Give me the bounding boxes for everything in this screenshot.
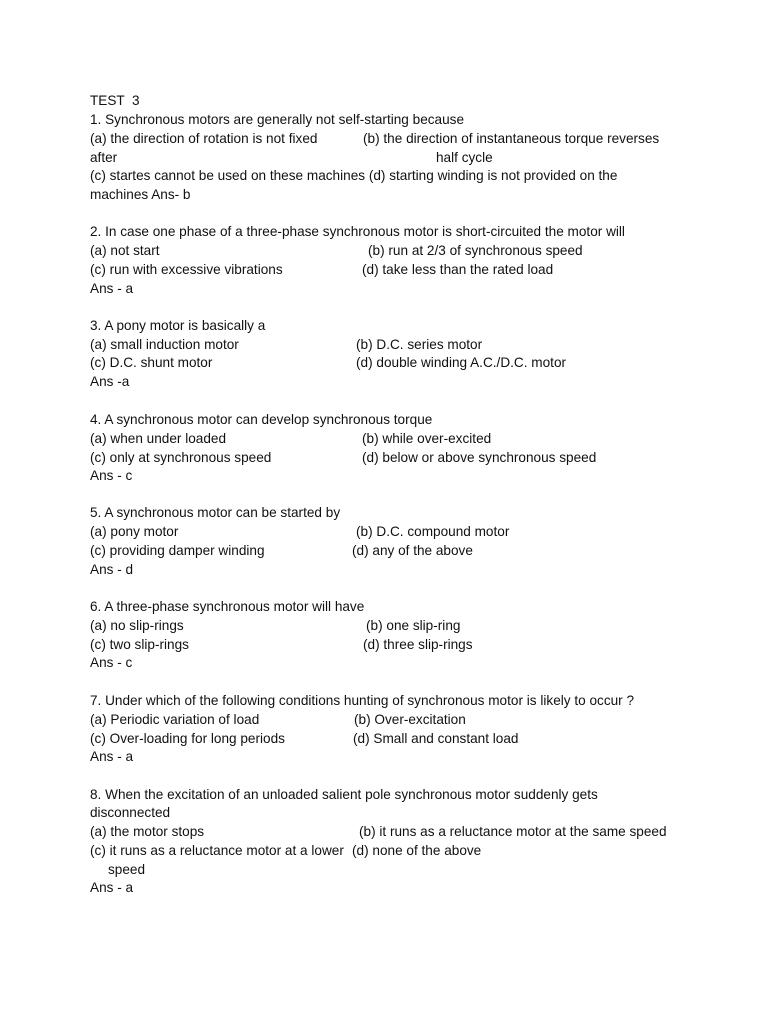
q8-question: 8. When the excitation of an unloaded salient pole synchronous motor suddenly gets: [90, 787, 598, 802]
q8-answer: Ans - a: [90, 880, 134, 895]
q7-option-b: (b) Over-excitation: [354, 712, 466, 727]
q4-option-a: (a) when under loaded: [90, 431, 227, 446]
q7-option-a: (a) Periodic variation of load: [90, 712, 260, 727]
q5-option-b: (b) D.C. compound motor: [356, 524, 510, 539]
q5-option-a: (a) pony motor: [90, 524, 179, 539]
q7-option-c: (c) Over-loading for long periods: [90, 731, 285, 746]
q2-option-a: (a) not start: [90, 243, 160, 258]
q7-answer: Ans - a: [90, 749, 134, 764]
q5-option-d: (d) any of the above: [352, 543, 473, 558]
q2-question: 2. In case one phase of a three-phase synchronous motor is short-circuited the motor will: [90, 224, 625, 239]
q3-answer: Ans -a: [90, 374, 130, 389]
q4-option-b: (b) while over-excited: [362, 431, 492, 446]
q1-option-a: (a) the direction of rotation is not fixed: [90, 131, 318, 146]
q7-question: 7. Under which of the following conditions hunting of synchronous motor is likely to occur ?: [90, 693, 635, 708]
q5-question: 5. A synchronous motor can be started by: [90, 505, 341, 520]
q1-options-continued-answer: machines Ans- b: [90, 187, 191, 202]
q6-question: 6. A three-phase synchronous motor will have: [90, 599, 365, 614]
q2-option-b: (b) run at 2/3 of synchronous speed: [368, 243, 583, 258]
q4-option-c: (c) only at synchronous speed: [90, 450, 272, 465]
q4-option-d: (d) below or above synchronous speed: [362, 450, 597, 465]
q8-option-c-continued: speed: [108, 862, 146, 877]
q3-option-b: (b) D.C. series motor: [356, 337, 483, 352]
q1-question: 1. Synchronous motors are generally not self-starting because: [90, 112, 465, 127]
q1-options-c-d: (c) startes cannot be used on these machines (d) starting winding is not provided on the: [90, 168, 618, 183]
q6-option-c: (c) two slip-rings: [90, 637, 189, 652]
q3-question: 3. A pony motor is basically a: [90, 318, 266, 333]
q2-option-c: (c) run with excessive vibrations: [90, 262, 283, 277]
q8-option-b: (b) it runs as a reluctance motor at the same speed: [359, 824, 667, 839]
q3-option-a: (a) small induction motor: [90, 337, 239, 352]
q2-option-d: (d) take less than the rated load: [362, 262, 554, 277]
q5-answer: Ans - d: [90, 562, 134, 577]
q1-option-b-continued-right: half cycle: [436, 150, 493, 165]
q5-option-c: (c) providing damper winding: [90, 543, 265, 558]
q8-option-a: (a) the motor stops: [90, 824, 205, 839]
q6-option-d: (d) three slip-rings: [363, 637, 473, 652]
q6-option-a: (a) no slip-rings: [90, 618, 184, 633]
document-title: TEST 3: [90, 93, 140, 108]
q6-answer: Ans - c: [90, 655, 133, 670]
q6-option-b: (b) one slip-ring: [366, 618, 461, 633]
q8-option-d: (d) none of the above: [352, 843, 482, 858]
q7-option-d: (d) Small and constant load: [353, 731, 519, 746]
q8-question-continued: disconnected: [90, 805, 171, 820]
q4-answer: Ans - c: [90, 468, 133, 483]
q1-option-b: (b) the direction of instantaneous torque reverses: [363, 131, 660, 146]
q1-option-b-continued-left: after: [90, 150, 118, 165]
q4-question: 4. A synchronous motor can develop synchronous torque: [90, 412, 433, 427]
q2-answer: Ans - a: [90, 281, 134, 296]
q3-option-c: (c) D.C. shunt motor: [90, 355, 213, 370]
q3-option-d: (d) double winding A.C./D.C. motor: [356, 355, 567, 370]
q8-option-c: (c) it runs as a reluctance motor at a lower: [90, 843, 344, 858]
